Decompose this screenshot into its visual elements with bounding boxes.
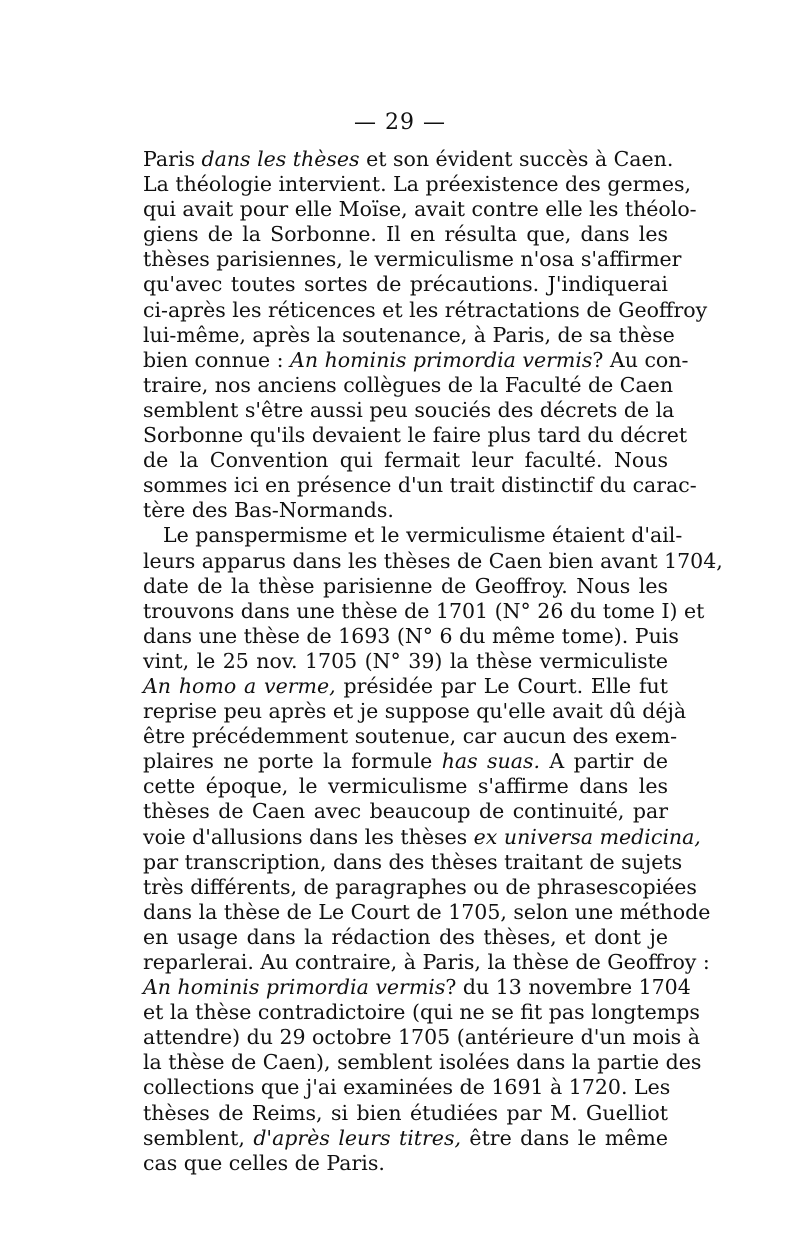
text-run: de la Convention qui fermait leur faculté. Nous (143, 448, 668, 473)
text-run: cas que celles de Paris. (143, 1150, 385, 1175)
text-run: lui-même, après la soutenance, à Paris, de sa thèse (143, 322, 675, 347)
text-run: thèses de Reims, si bien étudiées par M. Guelliot (143, 1100, 668, 1125)
italic-text: ex universa medicina, (473, 824, 701, 849)
page-number: — 29 — (354, 110, 446, 135)
text-run: cette époque, le vermiculisme s'affirme dans les (143, 774, 668, 799)
text-run: ? du 13 novembre 1704 (445, 975, 691, 1000)
text-run: trouvons dans une thèse de 1701 (N° 26 du tome I) et (143, 598, 705, 623)
text-run: dans la thèse de Le Court de 1705, selon une méthode (143, 899, 711, 924)
text-line (143, 523, 683, 548)
text-run: thèses parisiennes, le vermiculisme n'osa s'affirmer (143, 247, 682, 272)
text-line (143, 925, 668, 950)
italic-text: dans les thèses (201, 147, 360, 171)
text-line (143, 1101, 668, 1126)
text-run: semblent s'être aussi peu souciés des décrets de la (143, 397, 675, 422)
text-run: reparlerai. Au contraire, à Paris, la thèse de Geoffroy : (143, 950, 710, 974)
text-run: leurs apparus dans les thèses de Caen bien avant 1704, (143, 548, 723, 573)
text-run: ci-après les réticences et les rétractations de Geoffroy (143, 297, 708, 322)
text-run: La théologie intervient. La préexistence des germes, (143, 172, 691, 197)
text-run: sommes ici en présence d'un trait distinctif du carac- (143, 473, 697, 498)
text-run: Le panspermisme et le vermiculisme étaient d'ail- (163, 523, 683, 548)
text-line (143, 1000, 700, 1025)
text-line (143, 297, 708, 323)
text-line (143, 623, 679, 649)
text-line (143, 649, 668, 674)
text-run: tère des Bas-Normands. (143, 498, 394, 523)
text-line (143, 749, 668, 774)
text-line (143, 448, 668, 473)
text-run: A partir de (540, 749, 668, 774)
text-run: thèses de Caen avec beaucoup de continuité, par (143, 799, 668, 824)
text-run: plaires ne porte la formule (143, 749, 442, 774)
text-line (143, 1126, 668, 1151)
text-line (143, 824, 701, 850)
text-run: dans une thèse de 1693 (N° 6 du même tome). Puis (143, 623, 679, 648)
text-line (143, 322, 675, 348)
text-line (143, 397, 675, 423)
text-line (143, 849, 683, 875)
text-line (143, 574, 668, 599)
text-run: giens de la Sorbonne. Il en résulta que, dans les (143, 222, 668, 247)
text-run: être précédemment soutenue, car aucun des exem- (143, 724, 678, 749)
text-run: date de la thèse parisienne de Geoffroy. Nous les (143, 573, 668, 598)
text-line (143, 950, 710, 975)
text-line (143, 1025, 700, 1050)
text-run: collections que j'ai examinées de 1691 à 1720. Les (143, 1075, 671, 1100)
text-run: voie d'allusions dans les thèses (143, 824, 474, 849)
text-line (143, 473, 697, 498)
body-text (143, 147, 723, 1176)
text-run: qui avait pour elle Moïse, avait contre elle les théolo- (143, 197, 697, 222)
text-run: la thèse de Caen), semblent isolées dans la partie des (143, 1050, 702, 1075)
text-run: par transcription, dans des thèses traitant de sujets (143, 849, 683, 874)
text-run: et la thèse contradictoire (qui ne se fit pas longtemps (143, 1000, 700, 1025)
text-line (143, 498, 668, 523)
text-line (143, 272, 668, 297)
text-line (143, 774, 668, 799)
italic-text: d'après leurs titres, (253, 1125, 461, 1150)
text-line (143, 147, 674, 172)
text-line (143, 372, 674, 398)
text-line (143, 975, 691, 1000)
text-run: vint, le 25 nov. 1705 (N° 39) la thèse vermiculiste (143, 648, 668, 673)
text-line (143, 548, 723, 574)
italic-text: An hominis primordia vermis (290, 347, 593, 372)
text-run: présidée par Le Court. Elle fut (335, 673, 668, 698)
italic-text: An homo a verme, (143, 673, 336, 698)
text-run: ? Au con- (592, 347, 689, 372)
text-line (143, 1050, 702, 1075)
text-line (143, 699, 687, 724)
text-run: qu'avec toutes sortes de précautions. J'indiquerai (143, 272, 668, 297)
text-run: très différents, de paragraphes ou de phrasescopiées (143, 874, 697, 899)
text-line (143, 598, 705, 624)
text-line (143, 1075, 671, 1100)
text-line (143, 222, 668, 247)
text-run: attendre) du 29 octobre 1705 (antérieure d'un mois à (143, 1025, 700, 1050)
text-line (143, 247, 682, 272)
text-line (143, 347, 689, 373)
text-run: et son évident succès à Caen. (359, 147, 674, 171)
text-run: reprise peu après et je suppose qu'elle avait dû déjà (143, 699, 687, 724)
text-run: en usage dans la rédaction des thèses, et dont je (143, 924, 668, 949)
text-line (143, 423, 688, 448)
text-run: être dans le même (460, 1125, 668, 1150)
text-run: traire, nos anciens collègues de la Faculté de Caen (143, 372, 674, 397)
text-line (143, 874, 697, 900)
text-line (143, 674, 668, 699)
italic-text: An hominis primordia vermis (143, 975, 446, 1000)
text-run: semblent, (143, 1125, 254, 1150)
text-line (143, 799, 668, 824)
text-line (143, 172, 691, 197)
text-run: Paris (143, 147, 202, 171)
text-run: bien connue : (143, 347, 291, 372)
text-line (143, 1151, 668, 1176)
text-line (143, 724, 678, 749)
text-line (143, 197, 697, 222)
text-run: Sorbonne qu'ils devaient le faire plus tard du décret (143, 423, 688, 448)
italic-text: has suas. (441, 749, 541, 774)
text-line (143, 899, 711, 925)
